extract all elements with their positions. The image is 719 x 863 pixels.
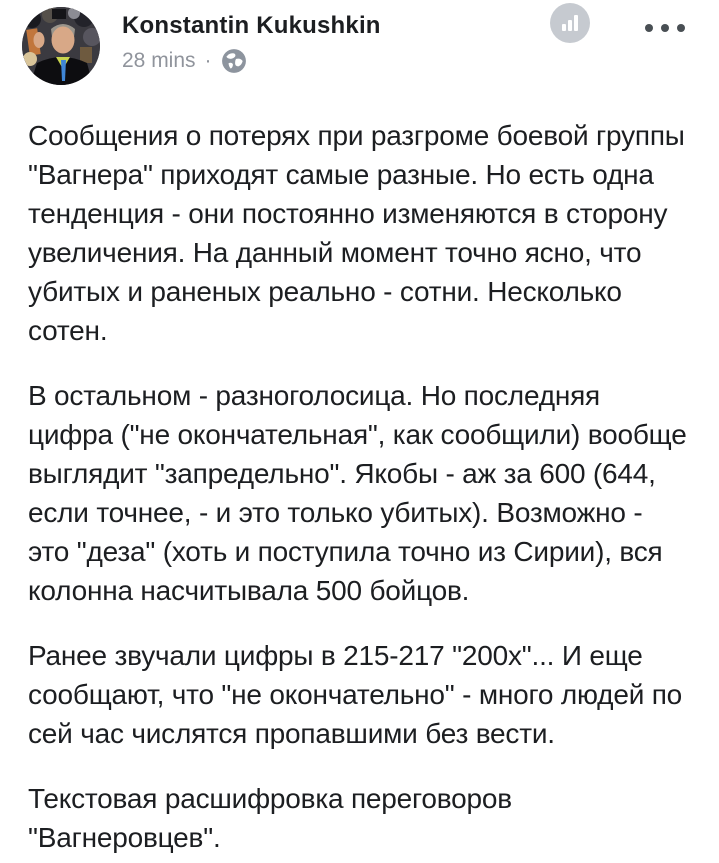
timestamp[interactable]: 28 mins xyxy=(122,48,196,72)
post-paragraph-1: Сообщения о потерях при разгроме боевой группы "Вагнера" приходят самые разные. Но есть одна тенденция - они постоянно изменяются в сторону увеличения. На данный момент точно ясно, что убитых и раненых реально - сотни. Несколько сотен. xyxy=(28,120,685,346)
post-header xyxy=(0,0,719,104)
ellipsis-icon xyxy=(677,24,685,32)
bar-chart-icon xyxy=(560,13,580,33)
insights-button[interactable] xyxy=(550,3,590,43)
post-meta xyxy=(122,47,247,74)
globe-icon xyxy=(221,48,247,74)
ellipsis-icon xyxy=(661,24,669,32)
post-paragraph-3: Ранее звучали цифры в 215-217 "200х"... И еще сообщают, что "не окончательно" - много людей по сей час числятся пропавшими без вести. xyxy=(28,640,683,749)
more-options-button[interactable] xyxy=(645,21,685,35)
avatar[interactable] xyxy=(22,7,100,85)
meta-separator: · xyxy=(204,49,212,72)
author-name[interactable]: Konstantin Kukushkin xyxy=(122,12,381,39)
post-body xyxy=(0,104,719,857)
post-paragraph-4: Текстовая расшифровка переговоров "Вагнеровцев". xyxy=(28,783,512,853)
post-paragraph-2: В остальном - разноголосица. Но последняя цифра ("не окончательная", как сообщили) вообще выглядит "запредельно". Якобы - аж за 600 (644, если точнее, - и это только убитых). Возможно - это "деза" (хоть и поступила точно из Сирии), вся колонна насчитывала 500 бойцов. xyxy=(28,380,687,606)
profile-photo-illustration xyxy=(22,7,100,85)
ellipsis-icon xyxy=(645,24,653,32)
